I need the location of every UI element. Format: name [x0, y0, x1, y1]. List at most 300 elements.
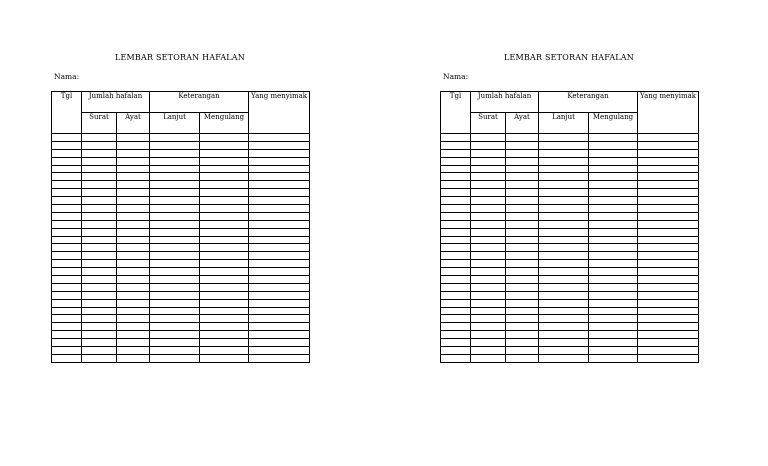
table-cell: [471, 339, 506, 347]
table-cell: [539, 212, 589, 220]
table-row: [52, 212, 310, 220]
table-cell: [150, 276, 200, 284]
table-cell: [471, 331, 506, 339]
table-cell: [249, 197, 310, 205]
table-cell: [589, 141, 638, 149]
table-cell: [589, 323, 638, 331]
table-cell: [52, 141, 82, 149]
table-row: [441, 189, 699, 197]
table-cell: [638, 197, 699, 205]
table-cell: [200, 197, 249, 205]
table-cell: [150, 141, 200, 149]
table-cell: [441, 347, 471, 355]
hafalan-sheet-right: [440, 0, 698, 466]
table-cell: [589, 331, 638, 339]
table-cell: [150, 181, 200, 189]
table-cell: [82, 220, 117, 228]
table-cell: [150, 157, 200, 165]
table-cell: [589, 134, 638, 142]
table-row: [441, 291, 699, 299]
table-row: [441, 268, 699, 276]
table-cell: [82, 165, 117, 173]
table-cell: [506, 315, 539, 323]
table-cell: [589, 228, 638, 236]
table-cell: [52, 307, 82, 315]
table-cell: [150, 252, 200, 260]
table-cell: [638, 134, 699, 142]
table-cell: [539, 149, 589, 157]
table-cell: [52, 212, 82, 220]
table-cell: [471, 244, 506, 252]
table-cell: [200, 331, 249, 339]
table-cell: [117, 268, 150, 276]
table-cell: [200, 307, 249, 315]
table-cell: [506, 165, 539, 173]
table-cell: [471, 205, 506, 213]
col-header-yang-menyimak: Yang menyimak: [638, 92, 699, 134]
table-cell: [539, 197, 589, 205]
table-body: [441, 134, 699, 363]
col-header-surat: Surat: [82, 113, 117, 134]
table-cell: [117, 149, 150, 157]
table-cell: [471, 197, 506, 205]
table-row: [441, 212, 699, 220]
table-cell: [249, 331, 310, 339]
table-cell: [589, 181, 638, 189]
table-cell: [506, 228, 539, 236]
table-cell: [200, 181, 249, 189]
table-cell: [117, 134, 150, 142]
table-cell: [117, 331, 150, 339]
table-cell: [471, 165, 506, 173]
table-cell: [249, 228, 310, 236]
table-cell: [249, 276, 310, 284]
col-header-tgl: Tgl: [52, 92, 82, 134]
table-cell: [249, 260, 310, 268]
table-cell: [249, 283, 310, 291]
table-cell: [150, 331, 200, 339]
table-cell: [52, 283, 82, 291]
table-row: [441, 331, 699, 339]
table-cell: [638, 220, 699, 228]
table-cell: [52, 268, 82, 276]
col-header-yang-menyimak: Yang menyimak: [249, 92, 310, 134]
table-row: [441, 354, 699, 362]
table-cell: [150, 315, 200, 323]
table-cell: [200, 339, 249, 347]
table-cell: [506, 276, 539, 284]
table-cell: [200, 149, 249, 157]
table-cell: [117, 299, 150, 307]
table-cell: [539, 165, 589, 173]
table-cell: [638, 141, 699, 149]
table-cell: [117, 141, 150, 149]
table-row: [441, 197, 699, 205]
table-cell: [539, 189, 589, 197]
table-cell: [117, 347, 150, 355]
table-cell: [150, 283, 200, 291]
table-cell: [200, 276, 249, 284]
table-cell: [150, 323, 200, 331]
table-cell: [249, 181, 310, 189]
table-cell: [441, 354, 471, 362]
table-cell: [638, 228, 699, 236]
table-cell: [638, 291, 699, 299]
table-cell: [589, 252, 638, 260]
table-row: [52, 283, 310, 291]
table-cell: [471, 181, 506, 189]
table-cell: [471, 141, 506, 149]
table-cell: [471, 291, 506, 299]
table-cell: [200, 134, 249, 142]
table-row: [441, 323, 699, 331]
table-cell: [506, 331, 539, 339]
table-cell: [471, 299, 506, 307]
table-cell: [200, 354, 249, 362]
table-row: [441, 276, 699, 284]
table-cell: [638, 189, 699, 197]
table-cell: [471, 307, 506, 315]
table-cell: [150, 268, 200, 276]
table-row: [441, 165, 699, 173]
table-cell: [52, 323, 82, 331]
table-cell: [441, 299, 471, 307]
table-cell: [200, 165, 249, 173]
table-cell: [471, 173, 506, 181]
table-cell: [150, 149, 200, 157]
table-row: [52, 181, 310, 189]
table-cell: [117, 307, 150, 315]
col-header-lanjut: Lanjut: [150, 113, 200, 134]
table-cell: [539, 315, 589, 323]
table-cell: [506, 189, 539, 197]
table-cell: [638, 347, 699, 355]
table-cell: [471, 212, 506, 220]
name-label: Nama:: [54, 72, 80, 81]
table-cell: [82, 157, 117, 165]
table-cell: [249, 173, 310, 181]
table-cell: [539, 307, 589, 315]
table-row: [52, 189, 310, 197]
table-cell: [471, 347, 506, 355]
table-cell: [52, 173, 82, 181]
table-cell: [249, 299, 310, 307]
table-cell: [117, 339, 150, 347]
table-cell: [441, 323, 471, 331]
table-cell: [249, 212, 310, 220]
table-cell: [150, 347, 200, 355]
table-cell: [589, 276, 638, 284]
table-cell: [249, 252, 310, 260]
table-cell: [539, 173, 589, 181]
table-cell: [539, 276, 589, 284]
table-cell: [471, 252, 506, 260]
table-cell: [150, 236, 200, 244]
table-cell: [117, 283, 150, 291]
table-row: [52, 323, 310, 331]
table-cell: [82, 134, 117, 142]
table-cell: [150, 299, 200, 307]
table-row: [52, 165, 310, 173]
table-cell: [117, 276, 150, 284]
table-cell: [638, 339, 699, 347]
table-row: [441, 134, 699, 142]
table-row: [52, 244, 310, 252]
table-cell: [589, 268, 638, 276]
table-cell: [82, 252, 117, 260]
table-row: [441, 228, 699, 236]
hafalan-sheet-left: [51, 0, 309, 466]
table-cell: [117, 212, 150, 220]
hafalan-table: [440, 91, 699, 363]
table-cell: [471, 157, 506, 165]
table-row: [52, 141, 310, 149]
table-cell: [441, 205, 471, 213]
table-cell: [52, 236, 82, 244]
table-cell: [589, 260, 638, 268]
table-cell: [506, 307, 539, 315]
table-cell: [82, 268, 117, 276]
table-cell: [539, 228, 589, 236]
table-cell: [539, 268, 589, 276]
table-cell: [117, 236, 150, 244]
table-cell: [150, 134, 200, 142]
table-cell: [471, 323, 506, 331]
table-cell: [441, 291, 471, 299]
table-cell: [589, 236, 638, 244]
table-cell: [539, 220, 589, 228]
table-cell: [441, 212, 471, 220]
table-cell: [82, 189, 117, 197]
table-cell: [506, 339, 539, 347]
table-cell: [638, 331, 699, 339]
table-cell: [150, 212, 200, 220]
table-row: [52, 228, 310, 236]
table-cell: [506, 354, 539, 362]
table-cell: [441, 220, 471, 228]
table-cell: [52, 134, 82, 142]
table-cell: [471, 354, 506, 362]
table-cell: [539, 339, 589, 347]
table-cell: [52, 339, 82, 347]
table-row: [52, 197, 310, 205]
table-cell: [638, 157, 699, 165]
table-cell: [200, 244, 249, 252]
table-cell: [200, 260, 249, 268]
table-cell: [506, 197, 539, 205]
table-cell: [249, 189, 310, 197]
table-cell: [150, 197, 200, 205]
table-cell: [441, 331, 471, 339]
table-cell: [52, 252, 82, 260]
table-cell: [471, 236, 506, 244]
table-cell: [589, 283, 638, 291]
table-cell: [441, 197, 471, 205]
table-row: [52, 157, 310, 165]
table-cell: [471, 149, 506, 157]
table-cell: [589, 212, 638, 220]
table-row: [52, 205, 310, 213]
table-cell: [150, 173, 200, 181]
table-cell: [471, 315, 506, 323]
table-cell: [200, 291, 249, 299]
col-header-keterangan: Keterangan: [539, 92, 638, 113]
col-header-tgl: Tgl: [441, 92, 471, 134]
table-cell: [539, 236, 589, 244]
table-cell: [539, 354, 589, 362]
table-row: [52, 252, 310, 260]
table-row: [441, 157, 699, 165]
table-cell: [82, 173, 117, 181]
table-cell: [638, 149, 699, 157]
table-cell: [539, 291, 589, 299]
table-cell: [117, 323, 150, 331]
table-cell: [441, 165, 471, 173]
table-row: [52, 291, 310, 299]
table-cell: [249, 205, 310, 213]
table-cell: [249, 347, 310, 355]
table-cell: [82, 260, 117, 268]
col-header-jumlah-hafalan: Jumlah hafalan: [82, 92, 150, 113]
table-cell: [638, 212, 699, 220]
table-row: [441, 205, 699, 213]
table-row: [52, 173, 310, 181]
table-row: [441, 236, 699, 244]
table-cell: [441, 173, 471, 181]
table-cell: [539, 323, 589, 331]
table-cell: [200, 157, 249, 165]
table-cell: [539, 134, 589, 142]
table-cell: [150, 307, 200, 315]
table-cell: [117, 189, 150, 197]
table-cell: [117, 205, 150, 213]
table-body: [52, 134, 310, 363]
table-cell: [589, 149, 638, 157]
table-cell: [117, 165, 150, 173]
table-cell: [150, 205, 200, 213]
sheet-title: LEMBAR SETORAN HAFALAN: [114, 53, 245, 62]
table-cell: [638, 236, 699, 244]
table-row: [441, 149, 699, 157]
table-cell: [539, 181, 589, 189]
table-cell: [441, 228, 471, 236]
table-row: [441, 252, 699, 260]
table-cell: [249, 307, 310, 315]
col-header-surat: Surat: [471, 113, 506, 134]
table-cell: [117, 354, 150, 362]
table-cell: [117, 157, 150, 165]
table-cell: [471, 189, 506, 197]
table-cell: [638, 354, 699, 362]
table-cell: [539, 252, 589, 260]
table-cell: [638, 307, 699, 315]
table-cell: [52, 157, 82, 165]
table-row: [52, 149, 310, 157]
table-cell: [249, 244, 310, 252]
table-row: [441, 283, 699, 291]
table-cell: [82, 283, 117, 291]
table-cell: [441, 315, 471, 323]
table-cell: [249, 354, 310, 362]
table-row: [52, 236, 310, 244]
table-cell: [52, 299, 82, 307]
table-cell: [52, 181, 82, 189]
table-cell: [589, 244, 638, 252]
table-cell: [52, 354, 82, 362]
table-cell: [638, 252, 699, 260]
table-cell: [52, 276, 82, 284]
table-cell: [441, 134, 471, 142]
table-cell: [117, 252, 150, 260]
table-cell: [539, 205, 589, 213]
table-cell: [589, 205, 638, 213]
table-cell: [117, 173, 150, 181]
table-cell: [589, 165, 638, 173]
table-cell: [82, 291, 117, 299]
table-cell: [249, 323, 310, 331]
table-cell: [249, 165, 310, 173]
table-cell: [638, 299, 699, 307]
table-row: [52, 307, 310, 315]
table-cell: [82, 244, 117, 252]
table-cell: [82, 141, 117, 149]
col-header-keterangan: Keterangan: [150, 92, 249, 113]
table-cell: [82, 197, 117, 205]
table-row: [441, 347, 699, 355]
table-row: [52, 347, 310, 355]
table-cell: [249, 220, 310, 228]
table-cell: [638, 244, 699, 252]
table-cell: [589, 220, 638, 228]
table-cell: [82, 299, 117, 307]
table-cell: [638, 315, 699, 323]
col-header-ayat: Ayat: [117, 113, 150, 134]
table-cell: [200, 347, 249, 355]
table-cell: [506, 252, 539, 260]
col-header-mengulang: Mengulang: [200, 113, 249, 134]
table-cell: [589, 189, 638, 197]
table-cell: [506, 299, 539, 307]
table-cell: [249, 268, 310, 276]
table-row: [441, 307, 699, 315]
table-cell: [82, 315, 117, 323]
table-cell: [638, 283, 699, 291]
table-cell: [539, 283, 589, 291]
table-cell: [200, 315, 249, 323]
name-label: Nama:: [443, 72, 469, 81]
table-cell: [539, 331, 589, 339]
table-cell: [200, 252, 249, 260]
table-cell: [82, 181, 117, 189]
table-cell: [52, 331, 82, 339]
table-cell: [52, 347, 82, 355]
table-row: [52, 134, 310, 142]
table-cell: [506, 236, 539, 244]
table-cell: [589, 315, 638, 323]
table-cell: [249, 134, 310, 142]
table-cell: [506, 205, 539, 213]
table-cell: [82, 307, 117, 315]
table-cell: [506, 268, 539, 276]
table-row: [52, 331, 310, 339]
table-cell: [589, 291, 638, 299]
table-cell: [117, 181, 150, 189]
table-cell: [150, 291, 200, 299]
table-cell: [638, 165, 699, 173]
table-row: [441, 315, 699, 323]
table-cell: [52, 315, 82, 323]
table-cell: [200, 212, 249, 220]
